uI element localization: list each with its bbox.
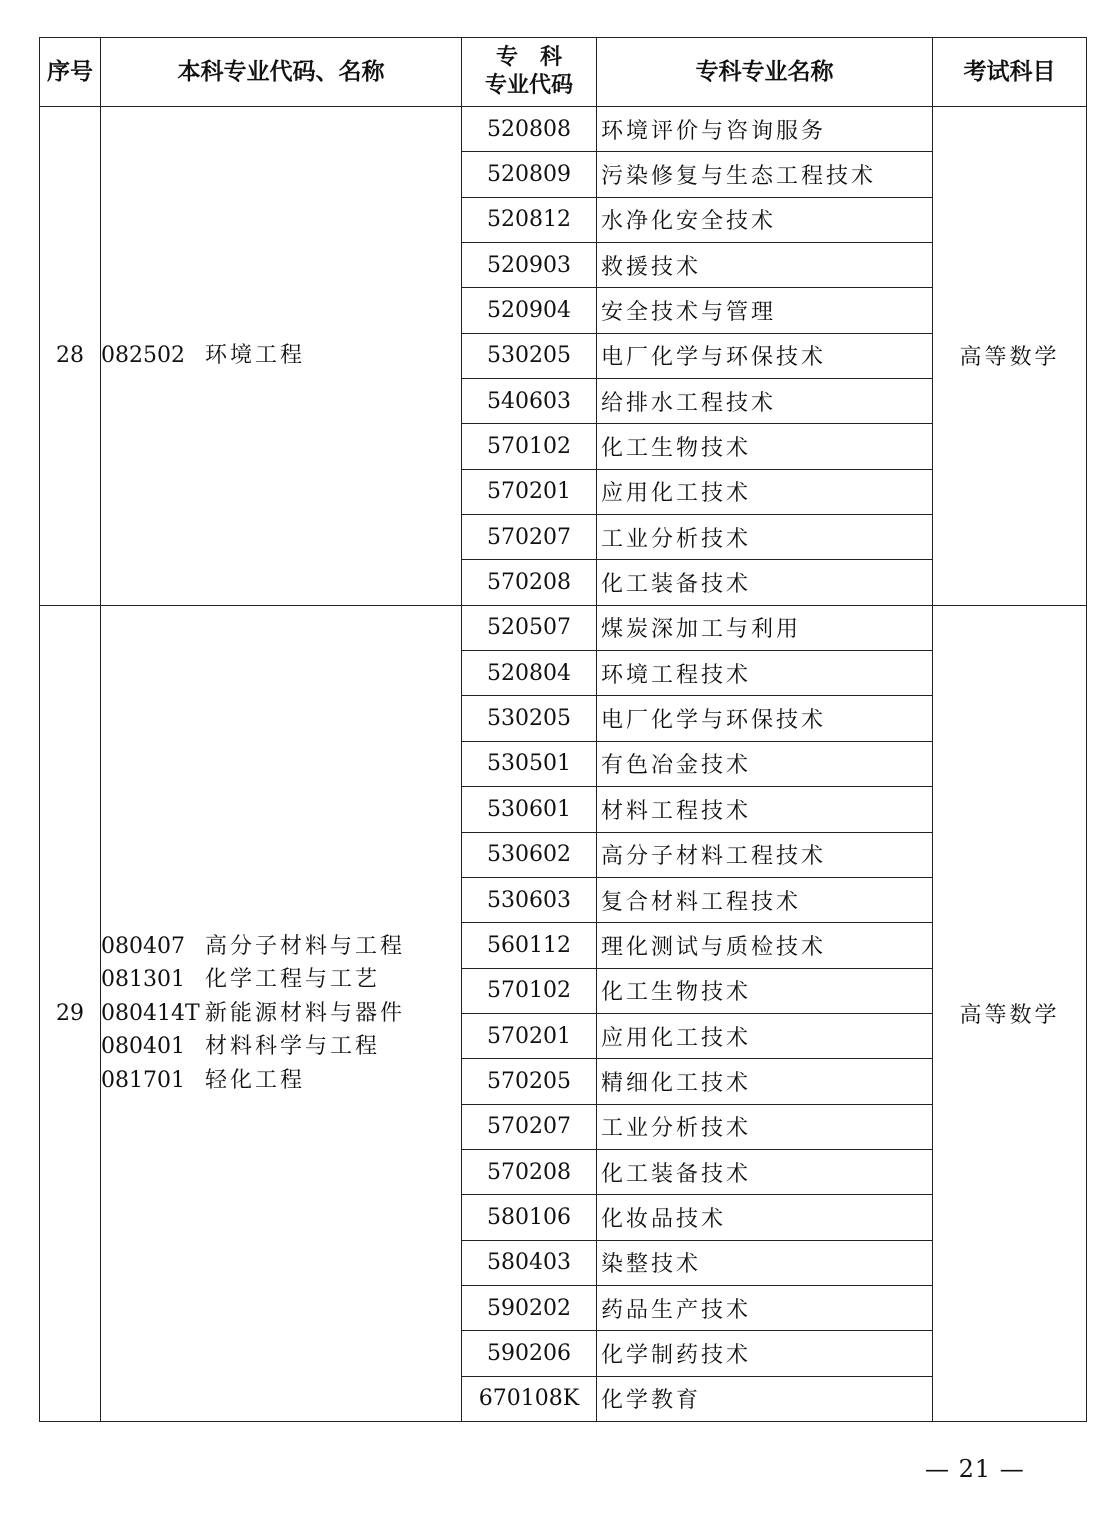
associate-name-cell: 安全技术与管理: [597, 288, 933, 333]
exam-subject-cell: 高等数学: [933, 605, 1087, 1421]
associate-code-cell: 520904: [462, 288, 597, 333]
associate-name-cell: 化妆品技术: [597, 1195, 933, 1240]
table-row: [40, 605, 1087, 650]
associate-code-cell: 530205: [462, 333, 597, 378]
associate-name-cell: 复合材料工程技术: [597, 877, 933, 922]
associate-code-cell: 570201: [462, 469, 597, 514]
bachelor-major-name: 材料科学与工程: [205, 1034, 381, 1060]
bachelor-major-entry: [101, 930, 461, 964]
table-header: [40, 38, 1087, 107]
table-body: [40, 107, 1087, 1422]
bachelor-major-code: 080414T: [101, 1000, 200, 1026]
associate-code-cell: 520809: [462, 152, 597, 197]
associate-name-cell: 电厂化学与环保技术: [597, 696, 933, 741]
associate-name-cell: 煤炭深加工与利用: [597, 605, 933, 650]
header-associate-name: 专科专业名称: [597, 38, 933, 107]
associate-code-cell: 560112: [462, 923, 597, 968]
associate-name-cell: 工业分析技术: [597, 1104, 933, 1149]
bachelor-major-code: 080407: [101, 933, 185, 959]
header-seq: 序号: [40, 38, 101, 107]
associate-name-cell: 化工装备技术: [597, 560, 933, 605]
associate-name-cell: 化学教育: [597, 1376, 933, 1421]
associate-code-cell: 670108K: [462, 1376, 597, 1421]
associate-code-cell: 530602: [462, 832, 597, 877]
header-associate-code: [462, 38, 597, 107]
associate-name-cell: 化学制药技术: [597, 1331, 933, 1376]
associate-name-cell: 高分子材料工程技术: [597, 832, 933, 877]
associate-name-cell: 化工生物技术: [597, 968, 933, 1013]
associate-code-cell: 570102: [462, 424, 597, 469]
table-row: [40, 107, 1087, 152]
associate-name-cell: 有色冶金技术: [597, 741, 933, 786]
associate-code-cell: 530601: [462, 787, 597, 832]
page-number: — 21 —: [925, 1455, 1025, 1483]
bachelor-major-name: 环境工程: [205, 343, 306, 369]
bachelor-major-code: 081301: [101, 967, 185, 993]
associate-name-cell: 应用化工技术: [597, 469, 933, 514]
associate-name-cell: 应用化工技术: [597, 1013, 933, 1058]
bachelor-major-code: 080401: [101, 1034, 185, 1060]
associate-name-cell: 救援技术: [597, 243, 933, 288]
bachelor-major-name: 化学工程与工艺: [205, 967, 381, 993]
associate-name-cell: 电厂化学与环保技术: [597, 333, 933, 378]
associate-code-cell: 520507: [462, 605, 597, 650]
bachelor-major-entry: [101, 339, 461, 373]
associate-code-cell: 570208: [462, 1149, 597, 1194]
associate-name-cell: 环境评价与咨询服务: [597, 107, 933, 152]
associate-code-cell: 530205: [462, 696, 597, 741]
associate-code-cell: 580403: [462, 1240, 597, 1285]
associate-code-cell: 570205: [462, 1059, 597, 1104]
associate-code-cell: 590202: [462, 1285, 597, 1330]
seq-cell: 29: [40, 605, 101, 1421]
associate-code-cell: 540603: [462, 379, 597, 424]
associate-code-cell: 580106: [462, 1195, 597, 1240]
bachelor-major-cell: [101, 107, 462, 606]
associate-code-cell: 520812: [462, 197, 597, 242]
associate-code-cell: 520903: [462, 243, 597, 288]
associate-name-cell: 精细化工技术: [597, 1059, 933, 1104]
header-row: [40, 38, 1087, 107]
associate-name-cell: 化工生物技术: [597, 424, 933, 469]
associate-name-cell: 材料工程技术: [597, 787, 933, 832]
bachelor-major-name: 新能源材料与器件: [205, 1000, 406, 1026]
associate-name-cell: 水净化安全技术: [597, 197, 933, 242]
bachelor-major-code: 082502: [101, 343, 185, 369]
associate-name-cell: 染整技术: [597, 1240, 933, 1285]
associate-code-cell: 570201: [462, 1013, 597, 1058]
bachelor-major-name: 轻化工程: [205, 1067, 306, 1093]
header-exam-subject: 考试科目: [933, 38, 1087, 107]
associate-name-cell: 工业分析技术: [597, 515, 933, 560]
associate-name-cell: 理化测试与质检技术: [597, 923, 933, 968]
header-bachelor-major: 本科专业代码、名称: [101, 38, 462, 107]
bachelor-major-entry: [101, 1064, 461, 1098]
associate-code-cell: 590206: [462, 1331, 597, 1376]
bachelor-major-name: 高分子材料与工程: [205, 933, 406, 959]
associate-name-cell: 污染修复与生态工程技术: [597, 152, 933, 197]
header-associate-code-line1: 专 科: [495, 45, 562, 70]
bachelor-major-entry: [101, 1030, 461, 1064]
associate-name-cell: 环境工程技术: [597, 651, 933, 696]
associate-code-cell: 520808: [462, 107, 597, 152]
associate-code-cell: 530501: [462, 741, 597, 786]
associate-name-cell: 化工装备技术: [597, 1149, 933, 1194]
associate-code-cell: 530603: [462, 877, 597, 922]
associate-code-cell: 570207: [462, 1104, 597, 1149]
associate-name-cell: 给排水工程技术: [597, 379, 933, 424]
bachelor-major-entry: [101, 963, 461, 997]
seq-cell: 28: [40, 107, 101, 606]
associate-code-cell: 570207: [462, 515, 597, 560]
bachelor-major-entry: [101, 997, 461, 1031]
header-associate-code-line2: 专业代码: [484, 73, 573, 98]
majors-table: [39, 37, 1087, 1422]
bachelor-major-code: 081701: [101, 1067, 185, 1093]
associate-code-cell: 520804: [462, 651, 597, 696]
associate-code-cell: 570208: [462, 560, 597, 605]
exam-subject-cell: 高等数学: [933, 107, 1087, 606]
associate-name-cell: 药品生产技术: [597, 1285, 933, 1330]
associate-code-cell: 570102: [462, 968, 597, 1013]
bachelor-major-cell: [101, 605, 462, 1421]
